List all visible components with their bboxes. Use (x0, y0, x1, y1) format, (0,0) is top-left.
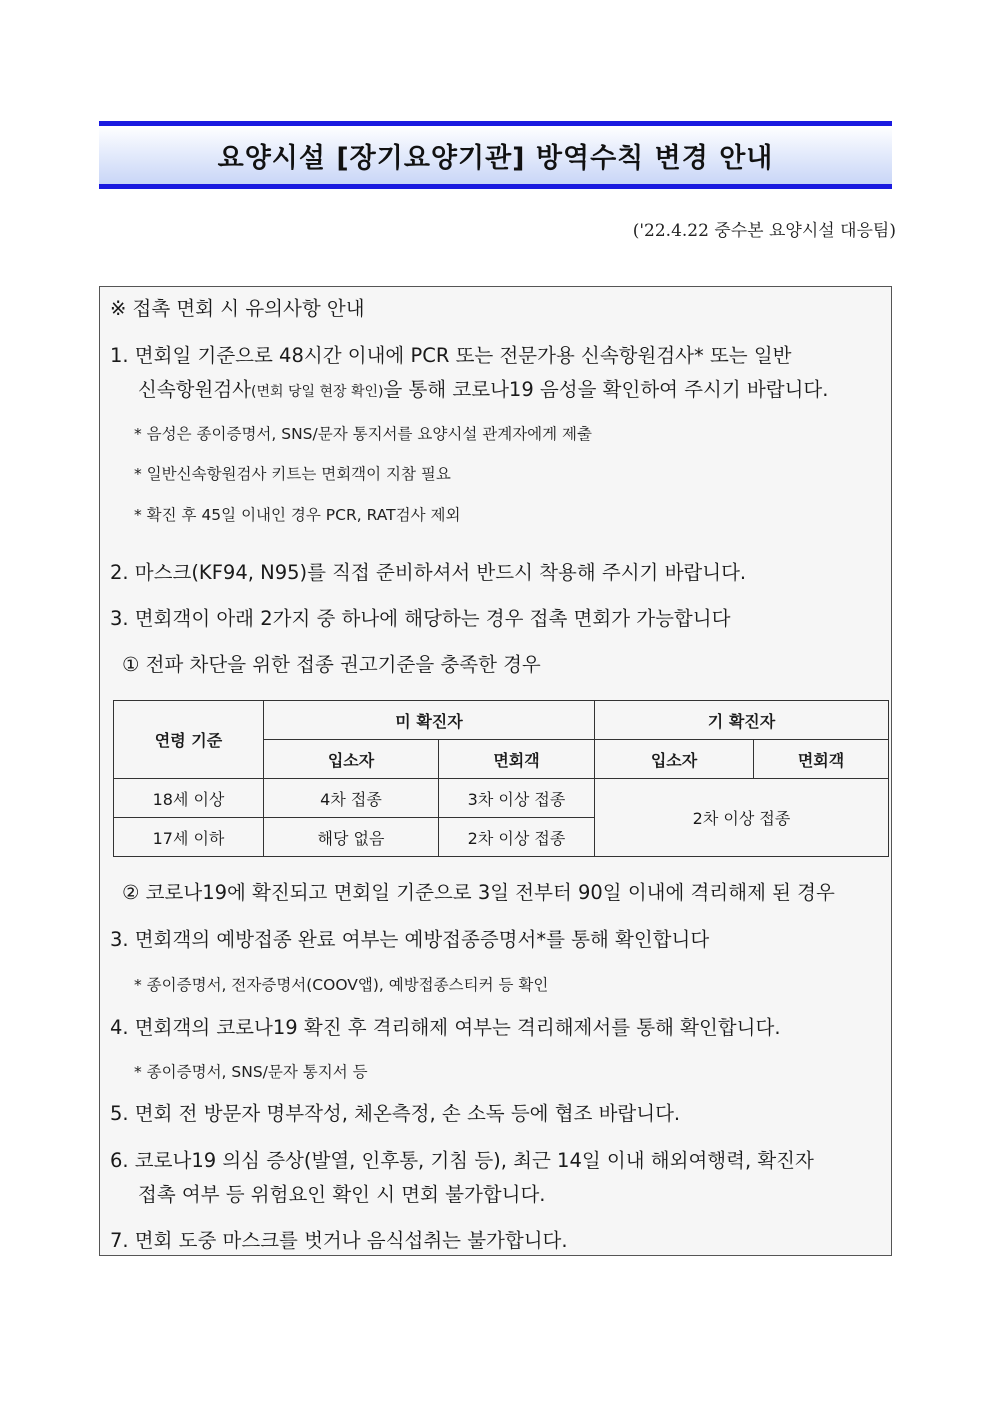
note-5: * 종이증명서, SNS/문자 통지서 등 (134, 1063, 368, 1081)
note-4: * 종이증명서, 전자증명서(COOV앱), 예방접종스티커 등 확인 (134, 976, 549, 994)
item-3b: 3. 면회객의 예방접종 완료 여부는 예방접종증명서*를 통해 확인합니다 (110, 928, 710, 951)
title-banner (99, 121, 892, 189)
item-1-line-2 (138, 374, 828, 402)
confirmed-cell: 2차 이상 접종 (595, 779, 889, 857)
notice-box (99, 286, 892, 1256)
visitor-cell: 2차 이상 접종 (439, 818, 595, 857)
unconfirmed-header: 미 확진자 (264, 701, 595, 740)
vaccination-table (113, 700, 889, 857)
note-2: * 일반신속항원검사 키트는 면회객이 지참 필요 (134, 465, 451, 483)
notice-heading: ※ 접촉 면회 시 유의사항 안내 (110, 297, 365, 320)
item-4: 4. 면회객의 코로나19 확진 후 격리해제 여부는 격리해제서를 통해 확인합니다. (110, 1016, 781, 1039)
item-6-line-2: 접촉 여부 등 위험요인 확인 시 면회 불가합니다. (138, 1183, 546, 1206)
age-cell: 17세 이하 (114, 818, 264, 857)
item-3: 3. 면회객이 아래 2가지 중 하나에 해당하는 경우 접촉 면회가 가능합니다 (110, 607, 731, 630)
item-6-line-1: 6. 코로나19 의심 증상(발열, 인후통, 기침 등), 최근 14일 이내 해외여행력, 확진자 (110, 1149, 814, 1172)
condition-2: ② 코로나19에 확진되고 면회일 기준으로 3일 전부터 90일 이내에 격리해제 된 경우 (122, 881, 835, 904)
resident-cell: 4차 접종 (264, 779, 439, 818)
source-note: ('22.4.22 중수본 요양시설 대응팀) (632, 221, 896, 241)
item-1-text-b: (면회 당일 현장 확인) (251, 384, 384, 400)
resident-header: 입소자 (264, 740, 439, 779)
page-title: 요양시설 [장기요양기관] 방역수칙 변경 안내 (217, 142, 774, 174)
resident-cell: 해당 없음 (264, 818, 439, 857)
item-1-text-c: 을 통해 코로나19 음성을 확인하여 주시기 바랍니다. (383, 378, 829, 401)
item-1-line-1: 1. 면회일 기준으로 48시간 이내에 PCR 또는 전문가용 신속항원검사* 또는 일반 (110, 344, 792, 367)
item-1-text-a: 신속항원검사 (138, 378, 252, 401)
item-7: 7. 면회 도중 마스크를 벗거나 음식섭취는 불가합니다. (110, 1229, 568, 1252)
age-header: 연령 기준 (114, 701, 264, 779)
confirmed-header: 기 확진자 (595, 701, 889, 740)
item-2: 2. 마스크(KF94, N95)를 직접 준비하셔서 반드시 착용해 주시기 바랍니다. (110, 561, 747, 584)
resident-header-2: 입소자 (595, 740, 754, 779)
visitor-cell: 3차 이상 접종 (439, 779, 595, 818)
age-cell: 18세 이상 (114, 779, 264, 818)
visitor-header-2: 면회객 (754, 740, 889, 779)
condition-1: ① 전파 차단을 위한 접종 권고기준을 충족한 경우 (122, 653, 541, 676)
visitor-header: 면회객 (439, 740, 595, 779)
note-3: * 확진 후 45일 이내인 경우 PCR, RAT검사 제외 (134, 506, 461, 524)
table-row (114, 779, 889, 818)
note-1: * 음성은 종이증명서, SNS/문자 통지서를 요양시설 관계자에게 제출 (134, 425, 592, 443)
item-5: 5. 면회 전 방문자 명부작성, 체온측정, 손 소독 등에 협조 바랍니다. (110, 1102, 681, 1125)
